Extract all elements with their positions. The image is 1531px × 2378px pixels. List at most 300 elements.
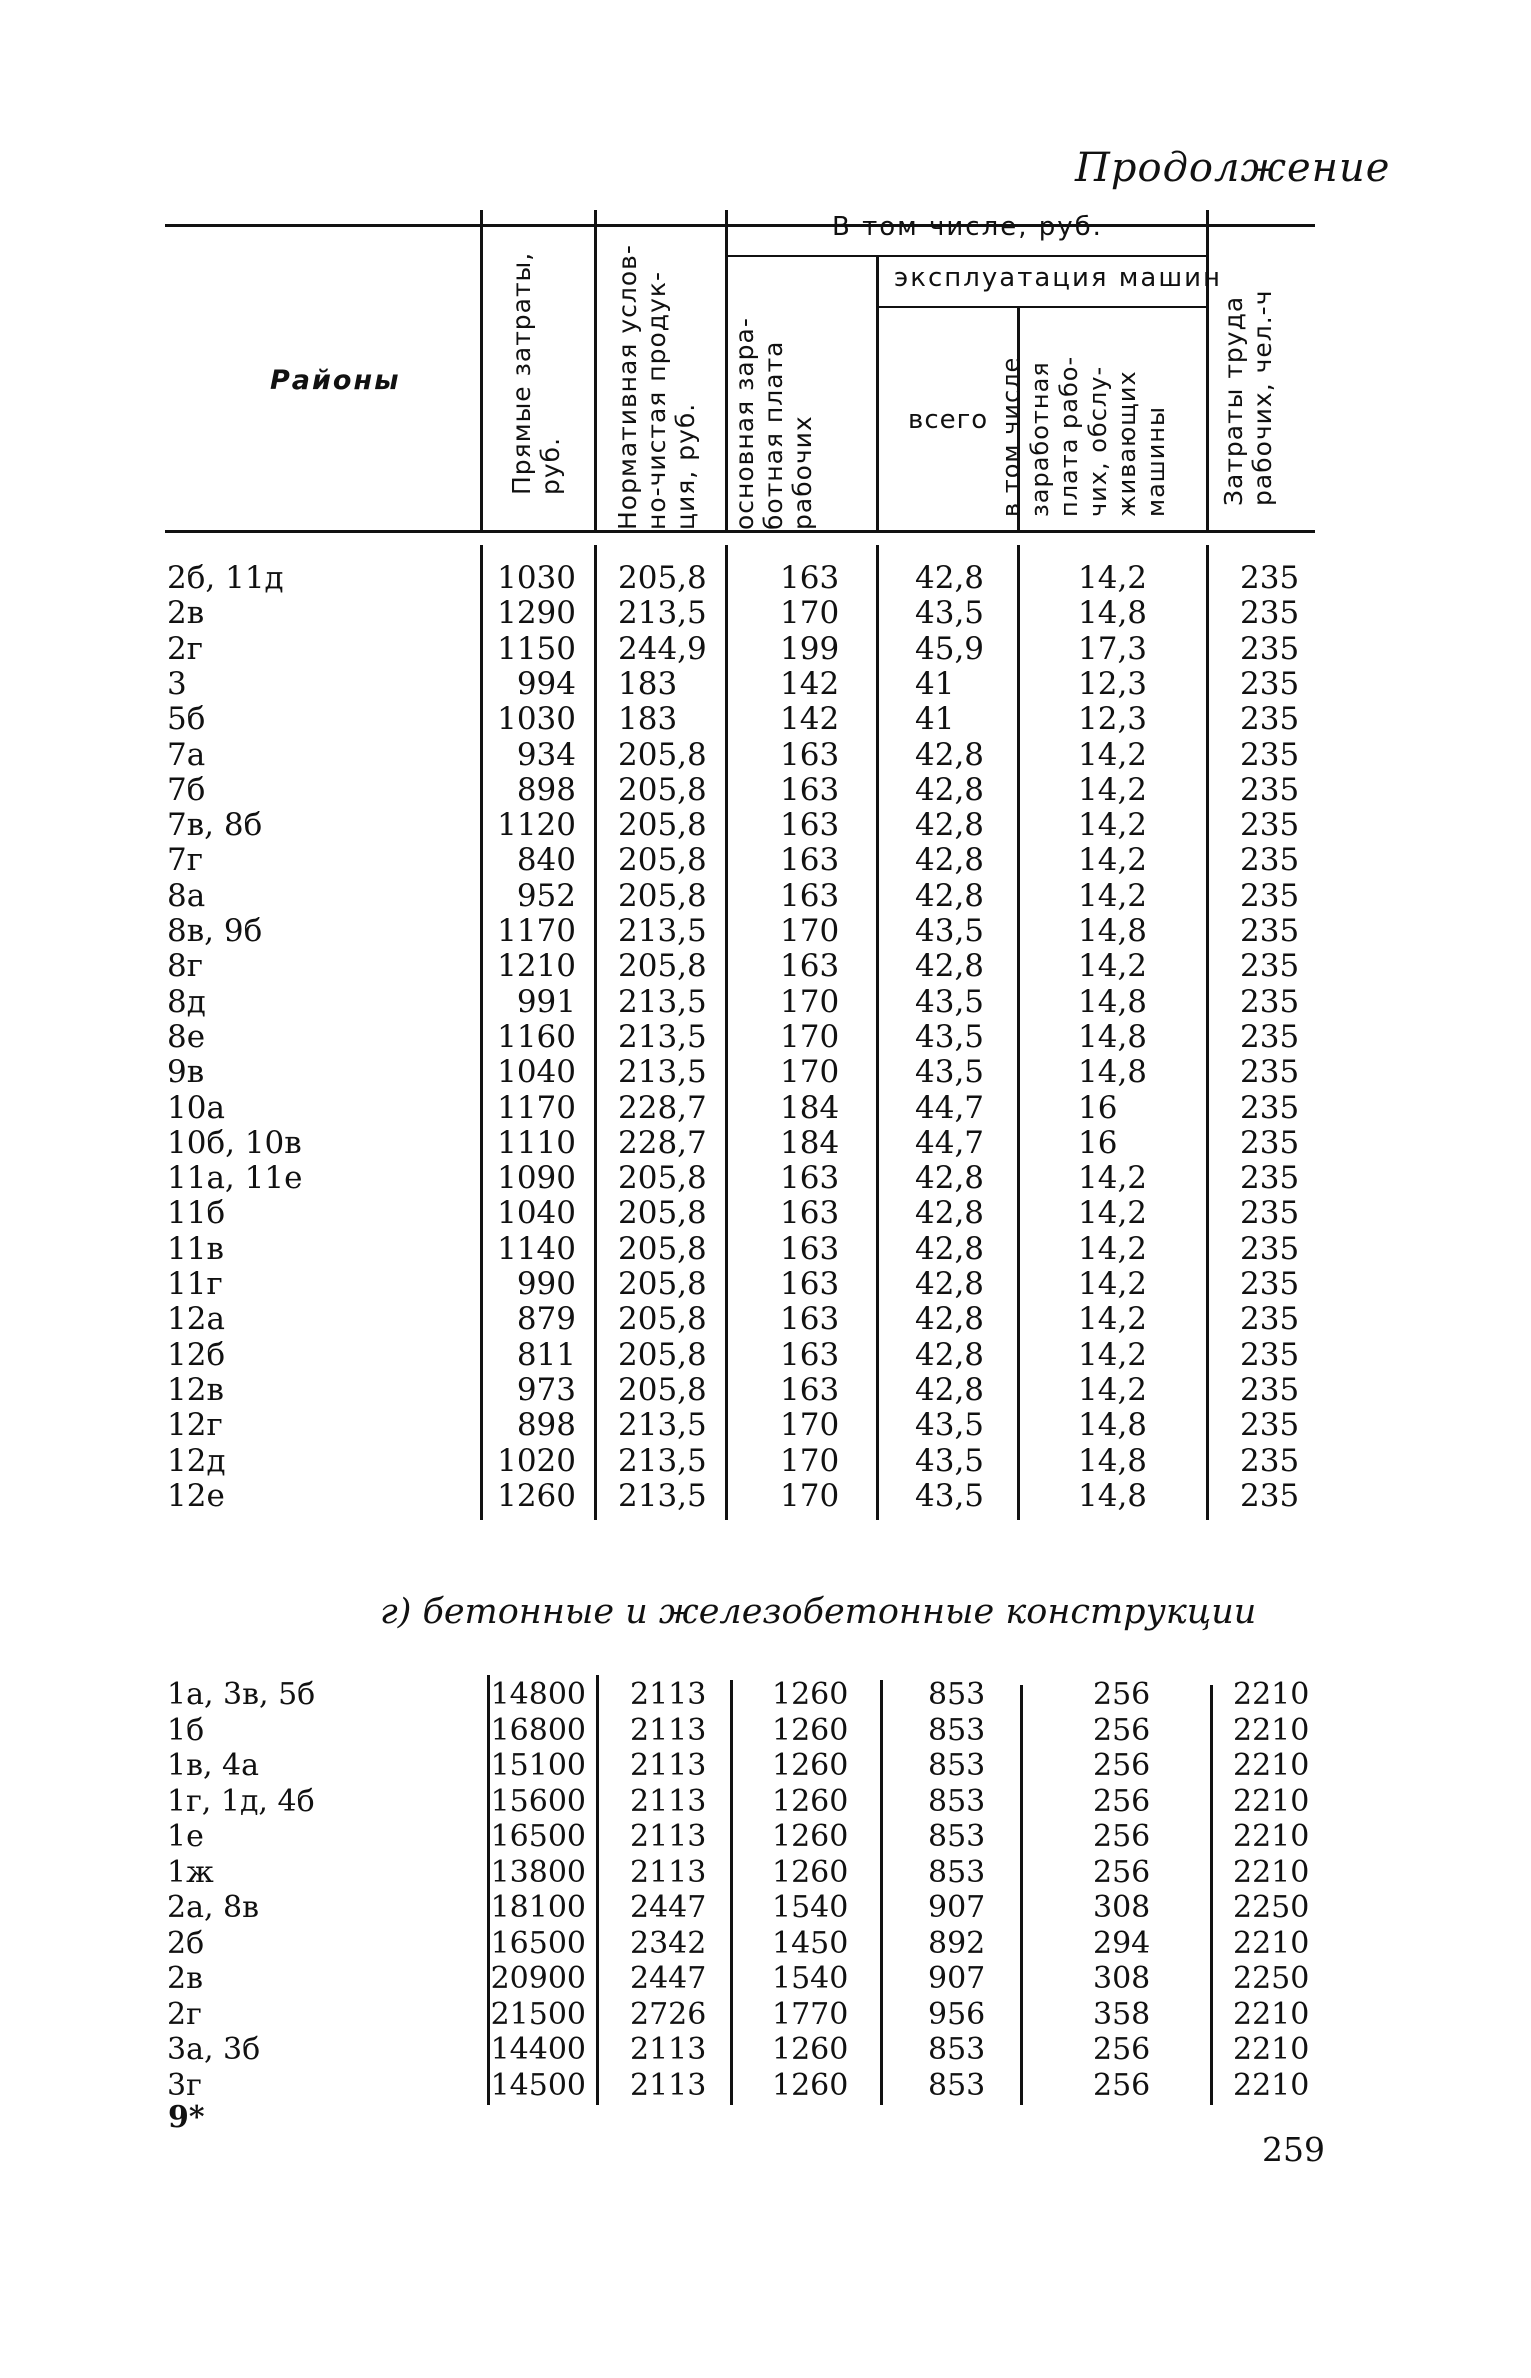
cell-machine-total: 43,5 <box>915 1477 985 1514</box>
cell-wage: 1540 <box>772 1961 849 1996</box>
cell-labor: 2210 <box>1233 2067 1310 2103</box>
cell-norm: 205,8 <box>618 1266 707 1302</box>
header-base-wage: основная зара- ботная плата рабочих <box>730 317 817 530</box>
header-incl-group: В том числе, руб. <box>832 212 1103 242</box>
cell-wage: 170 <box>780 1054 840 1091</box>
table-row <box>0 2032 1531 2067</box>
cell-wage: 170 <box>780 595 840 632</box>
cell-norm: 2113 <box>630 1712 707 1748</box>
cell-direct: 973 <box>516 1371 576 1408</box>
table-row <box>0 702 1531 737</box>
cell-machine-wage: 14,2 <box>1078 771 1148 808</box>
cell-wage: 163 <box>780 948 840 985</box>
header-machine-group: эксплуатация машин <box>894 263 1223 293</box>
cell-direct: 14500 <box>490 2067 586 2103</box>
cell-machine-total: 42,8 <box>915 1266 985 1302</box>
cell-machine-total: 42,8 <box>915 1160 985 1197</box>
cell-direct: 1150 <box>497 630 576 667</box>
cell-district: 12б <box>167 1336 226 1373</box>
cell-direct: 1170 <box>497 1089 576 1126</box>
cell-district: 2г <box>167 630 203 667</box>
cell-norm: 183 <box>618 701 678 738</box>
cell-labor: 2210 <box>1233 1712 1310 1748</box>
cell-district: 12е <box>167 1477 225 1514</box>
cell-district: 7а <box>167 736 206 773</box>
header-top-rule <box>165 224 1315 227</box>
cell-norm: 2113 <box>630 1677 707 1712</box>
cell-machine-wage: 14,2 <box>1078 1195 1148 1232</box>
cell-machine-total: 853 <box>928 2032 986 2067</box>
cell-machine-wage: 256 <box>1093 1819 1151 1854</box>
cell-machine-wage: 14,8 <box>1078 1477 1148 1514</box>
cell-norm: 205,8 <box>618 877 707 914</box>
cell-wage: 184 <box>780 1124 840 1161</box>
cell-machine-wage: 256 <box>1093 1783 1151 1819</box>
cell-wage: 1260 <box>772 1712 849 1748</box>
header-vrule-4 <box>876 255 879 530</box>
cell-norm: 205,8 <box>618 1230 707 1267</box>
cell-labor: 235 <box>1240 842 1300 879</box>
cell-labor: 235 <box>1240 807 1300 844</box>
cell-direct: 991 <box>516 983 576 1020</box>
cell-machine-wage: 14,2 <box>1078 1266 1148 1302</box>
cell-direct: 840 <box>516 842 576 879</box>
page-number: 259 <box>1262 2130 1325 2169</box>
cell-machine-wage: 12,3 <box>1078 701 1148 738</box>
cell-norm: 2113 <box>630 2032 707 2067</box>
cell-district: 2в <box>167 595 205 632</box>
header-machine-wage: в том числе заработная плата рабо- чих, обслу- живающих машины <box>997 355 1170 517</box>
cell-norm: 213,5 <box>618 1407 707 1444</box>
header-rayony: Районы <box>270 365 401 396</box>
cell-labor: 2210 <box>1233 2032 1310 2067</box>
cell-direct: 1110 <box>497 1124 576 1161</box>
cell-machine-wage: 14,2 <box>1078 1371 1148 1408</box>
cell-wage: 163 <box>780 1336 840 1373</box>
table-row <box>0 1302 1531 1337</box>
cell-direct: 13800 <box>490 1854 586 1890</box>
cell-machine-total: 42,8 <box>915 736 985 773</box>
table-row <box>0 667 1531 702</box>
cell-machine-wage: 256 <box>1093 1677 1151 1712</box>
cell-direct: 20900 <box>490 1961 586 1996</box>
cell-norm: 213,5 <box>618 913 707 949</box>
cell-machine-wage: 358 <box>1093 1996 1151 2032</box>
cell-norm: 2726 <box>630 1996 707 2032</box>
cell-machine-wage: 14,2 <box>1078 1230 1148 1267</box>
table-row <box>0 1677 1531 1712</box>
cell-district: 1ж <box>167 1854 214 1890</box>
cell-machine-wage: 14,8 <box>1078 1442 1148 1479</box>
cell-machine-wage: 14,2 <box>1078 1160 1148 1197</box>
cell-direct: 952 <box>516 877 576 914</box>
cell-machine-total: 42,8 <box>915 560 985 596</box>
cell-norm: 213,5 <box>618 1018 707 1055</box>
cell-district: 1б <box>167 1712 205 1748</box>
cell-district: 10б, 10в <box>167 1124 302 1161</box>
cell-wage: 170 <box>780 983 840 1020</box>
table-row <box>0 1196 1531 1231</box>
cell-direct: 879 <box>516 1301 576 1338</box>
header-labor: Затраты труда рабочих, чел.-ч <box>1219 289 1277 506</box>
cell-wage: 1260 <box>772 2032 849 2067</box>
cell-labor: 235 <box>1240 1230 1300 1267</box>
cell-norm: 183 <box>618 665 678 702</box>
cell-labor: 2210 <box>1233 1996 1310 2032</box>
cell-district: 12г <box>167 1407 223 1444</box>
table-row <box>0 1126 1531 1161</box>
cell-labor: 235 <box>1240 948 1300 985</box>
cell-direct: 898 <box>516 771 576 808</box>
cell-wage: 163 <box>780 560 840 596</box>
cell-district: 1г, 1д, 4б <box>167 1783 315 1819</box>
incl-group-rule <box>727 255 1207 257</box>
cell-machine-total: 42,8 <box>915 1230 985 1267</box>
table-row <box>0 808 1531 843</box>
cell-district: 3г <box>167 2067 202 2103</box>
cell-direct: 1210 <box>497 948 576 985</box>
table-row <box>0 1232 1531 1267</box>
cell-machine-wage: 14,8 <box>1078 1018 1148 1055</box>
cell-labor: 235 <box>1240 1407 1300 1444</box>
cell-norm: 205,8 <box>618 1160 707 1197</box>
header-bottom-rule <box>165 530 1315 533</box>
cell-wage: 1540 <box>772 1890 849 1925</box>
table-row <box>0 1161 1531 1196</box>
cell-labor: 2210 <box>1233 1819 1310 1854</box>
cell-district: 1е <box>167 1819 204 1854</box>
cell-labor: 235 <box>1240 877 1300 914</box>
cell-machine-total: 42,8 <box>915 1371 985 1408</box>
cell-machine-total: 42,8 <box>915 842 985 879</box>
cell-wage: 163 <box>780 1371 840 1408</box>
cell-district: 2а, 8в <box>167 1890 260 1925</box>
table-row <box>0 1373 1531 1408</box>
cell-machine-total: 45,9 <box>915 630 985 667</box>
header-vrule-2 <box>594 210 597 530</box>
cell-machine-wage: 256 <box>1093 1854 1151 1890</box>
continued-label: Продолжение <box>1075 145 1391 191</box>
cell-machine-wage: 14,8 <box>1078 983 1148 1020</box>
cell-wage: 1260 <box>772 1677 849 1712</box>
table-row <box>0 1819 1531 1854</box>
cell-norm: 205,8 <box>618 560 707 596</box>
cell-machine-total: 42,8 <box>915 1195 985 1232</box>
table-row <box>0 561 1531 596</box>
cell-machine-total: 956 <box>928 1996 986 2032</box>
cell-labor: 235 <box>1240 1195 1300 1232</box>
cell-district: 7в, 8б <box>167 807 263 844</box>
cell-labor: 2250 <box>1233 1890 1310 1925</box>
cell-machine-wage: 256 <box>1093 2067 1151 2103</box>
cell-machine-total: 907 <box>928 1961 986 1996</box>
cell-labor: 235 <box>1240 595 1300 632</box>
cell-direct: 898 <box>516 1407 576 1444</box>
cell-district: 3а, 3б <box>167 2032 261 2067</box>
cell-labor: 235 <box>1240 1371 1300 1408</box>
cell-labor: 235 <box>1240 1477 1300 1514</box>
cell-wage: 163 <box>780 1160 840 1197</box>
cell-norm: 213,5 <box>618 595 707 632</box>
table-row <box>0 1444 1531 1479</box>
cell-machine-total: 42,8 <box>915 1301 985 1338</box>
cell-wage: 142 <box>780 701 840 738</box>
table-row <box>0 2068 1531 2103</box>
cell-machine-wage: 14,2 <box>1078 807 1148 844</box>
cell-machine-wage: 294 <box>1093 1925 1151 1961</box>
cell-wage: 184 <box>780 1089 840 1126</box>
cell-labor: 235 <box>1240 665 1300 702</box>
cell-wage: 1260 <box>772 1748 849 1783</box>
cell-labor: 235 <box>1240 1336 1300 1373</box>
table-row <box>0 1926 1531 1961</box>
cell-direct: 15600 <box>490 1783 586 1819</box>
cell-machine-wage: 14,8 <box>1078 913 1148 949</box>
cell-machine-wage: 12,3 <box>1078 665 1148 702</box>
cell-district: 11б <box>167 1195 226 1232</box>
cell-direct: 14400 <box>490 2032 586 2067</box>
cell-machine-total: 42,8 <box>915 877 985 914</box>
cell-wage: 163 <box>780 842 840 879</box>
cell-district: 11в <box>167 1230 224 1267</box>
cell-wage: 163 <box>780 771 840 808</box>
cell-district: 8г <box>167 948 203 985</box>
cell-direct: 1260 <box>497 1477 576 1514</box>
cell-machine-total: 42,8 <box>915 1336 985 1373</box>
cell-direct: 1040 <box>497 1195 576 1232</box>
cell-district: 7г <box>167 842 203 879</box>
cell-direct: 16800 <box>490 1712 586 1748</box>
cell-norm: 2113 <box>630 2067 707 2103</box>
cell-district: 8е <box>167 1018 206 1055</box>
table-row <box>0 1961 1531 1996</box>
cell-wage: 163 <box>780 877 840 914</box>
cell-machine-total: 853 <box>928 1748 986 1783</box>
cell-machine-total: 43,5 <box>915 1054 985 1091</box>
table-row <box>0 1748 1531 1783</box>
cell-direct: 16500 <box>490 1819 586 1854</box>
cell-norm: 228,7 <box>618 1124 707 1161</box>
cell-machine-total: 43,5 <box>915 1442 985 1479</box>
cell-direct: 990 <box>516 1266 576 1302</box>
cell-wage: 1450 <box>772 1925 849 1961</box>
cell-machine-wage: 14,8 <box>1078 1054 1148 1091</box>
table-row <box>0 1855 1531 1890</box>
cell-wage: 163 <box>780 1230 840 1267</box>
cell-norm: 2113 <box>630 1748 707 1783</box>
cell-direct: 811 <box>516 1336 576 1373</box>
cell-direct: 1090 <box>497 1160 576 1197</box>
table-row <box>0 1408 1531 1443</box>
cell-direct: 1160 <box>497 1018 576 1055</box>
cell-wage: 170 <box>780 913 840 949</box>
cell-norm: 213,5 <box>618 983 707 1020</box>
cell-labor: 235 <box>1240 913 1300 949</box>
cell-district: 2б, 11д <box>167 560 284 596</box>
cell-wage: 163 <box>780 736 840 773</box>
cell-machine-wage: 14,2 <box>1078 736 1148 773</box>
cell-district: 2б <box>167 1925 205 1961</box>
table-row <box>0 632 1531 667</box>
cell-direct: 1040 <box>497 1054 576 1091</box>
cell-labor: 235 <box>1240 1089 1300 1126</box>
cell-machine-wage: 14,2 <box>1078 877 1148 914</box>
cell-norm: 228,7 <box>618 1089 707 1126</box>
table-row <box>0 1055 1531 1090</box>
table-row <box>0 596 1531 631</box>
machine-group-rule <box>878 306 1208 308</box>
cell-wage: 163 <box>780 1195 840 1232</box>
cell-wage: 170 <box>780 1477 840 1514</box>
table-row <box>0 1784 1531 1819</box>
cell-norm: 205,8 <box>618 842 707 879</box>
table-row <box>0 1997 1531 2032</box>
table-row <box>0 1890 1531 1925</box>
cell-machine-wage: 14,8 <box>1078 595 1148 632</box>
cell-district: 2в <box>167 1961 203 1996</box>
cell-labor: 235 <box>1240 1124 1300 1161</box>
cell-norm: 205,8 <box>618 948 707 985</box>
cell-norm: 2113 <box>630 1854 707 1890</box>
cell-machine-total: 42,8 <box>915 948 985 985</box>
cell-norm: 2447 <box>630 1961 707 1996</box>
table-row <box>0 879 1531 914</box>
table-row <box>0 1020 1531 1055</box>
cell-norm: 2447 <box>630 1890 707 1925</box>
cell-wage: 1770 <box>772 1996 849 2032</box>
table-row <box>0 985 1531 1020</box>
cell-labor: 235 <box>1240 1301 1300 1338</box>
cell-machine-total: 907 <box>928 1890 986 1925</box>
cell-direct: 1140 <box>497 1230 576 1267</box>
cell-norm: 205,8 <box>618 771 707 808</box>
cell-labor: 2210 <box>1233 1854 1310 1890</box>
cell-direct: 994 <box>516 665 576 702</box>
cell-direct: 14800 <box>490 1677 586 1712</box>
table-row <box>0 1479 1531 1514</box>
cell-machine-total: 853 <box>928 1854 986 1890</box>
cell-machine-total: 892 <box>928 1925 986 1961</box>
cell-labor: 235 <box>1240 983 1300 1020</box>
cell-wage: 163 <box>780 807 840 844</box>
cell-labor: 2210 <box>1233 1925 1310 1961</box>
cell-machine-total: 43,5 <box>915 1018 985 1055</box>
cell-machine-total: 43,5 <box>915 913 985 949</box>
cell-norm: 205,8 <box>618 807 707 844</box>
cell-labor: 235 <box>1240 1054 1300 1091</box>
cell-wage: 163 <box>780 1266 840 1302</box>
cell-norm: 205,8 <box>618 1371 707 1408</box>
cell-machine-wage: 14,8 <box>1078 1407 1148 1444</box>
cell-machine-total: 853 <box>928 2067 986 2103</box>
cell-norm: 213,5 <box>618 1054 707 1091</box>
table-row <box>0 843 1531 878</box>
cell-machine-wage: 17,3 <box>1078 630 1148 667</box>
cell-norm: 205,8 <box>618 736 707 773</box>
cell-machine-wage: 14,2 <box>1078 948 1148 985</box>
cell-wage: 1260 <box>772 2067 849 2103</box>
cell-machine-wage: 14,2 <box>1078 560 1148 596</box>
cell-machine-total: 44,7 <box>915 1089 985 1126</box>
cell-direct: 1030 <box>497 560 576 596</box>
cell-machine-wage: 256 <box>1093 2032 1151 2067</box>
cell-wage: 170 <box>780 1407 840 1444</box>
cell-district: 12а <box>167 1301 225 1338</box>
cell-wage: 1260 <box>772 1819 849 1854</box>
cell-machine-wage: 308 <box>1093 1961 1151 1996</box>
table-row <box>0 773 1531 808</box>
table-row <box>0 1713 1531 1748</box>
cell-wage: 163 <box>780 1301 840 1338</box>
table-row <box>0 1338 1531 1373</box>
cell-norm: 205,8 <box>618 1301 707 1338</box>
cell-direct: 1020 <box>497 1442 576 1479</box>
cell-direct: 1120 <box>497 807 576 844</box>
cell-machine-wage: 308 <box>1093 1890 1151 1925</box>
cell-norm: 2342 <box>630 1925 707 1961</box>
cell-labor: 2210 <box>1233 1677 1310 1712</box>
cell-direct: 1290 <box>497 595 576 632</box>
cell-norm: 213,5 <box>618 1477 707 1514</box>
cell-machine-total: 43,5 <box>915 983 985 1020</box>
cell-machine-wage: 14,2 <box>1078 842 1148 879</box>
cell-norm: 205,8 <box>618 1336 707 1373</box>
cell-machine-wage: 256 <box>1093 1748 1151 1783</box>
cell-direct: 934 <box>516 736 576 773</box>
section2-title: г) бетонные и железобетонные конструкции <box>380 1592 1257 1632</box>
cell-district: 10а <box>167 1089 225 1126</box>
cell-district: 8а <box>167 877 206 914</box>
table-row <box>0 1091 1531 1126</box>
cell-district: 7б <box>167 771 206 808</box>
cell-norm: 244,9 <box>618 630 707 667</box>
cell-norm: 213,5 <box>618 1442 707 1479</box>
cell-labor: 235 <box>1240 1160 1300 1197</box>
cell-district: 9в <box>167 1054 205 1091</box>
cell-machine-total: 44,7 <box>915 1124 985 1161</box>
cell-district: 12д <box>167 1442 226 1479</box>
cell-machine-total: 43,5 <box>915 595 985 632</box>
cell-direct: 16500 <box>490 1925 586 1961</box>
cell-district: 1в, 4а <box>167 1748 260 1783</box>
cell-machine-total: 853 <box>928 1819 986 1854</box>
cell-norm: 2113 <box>630 1819 707 1854</box>
cell-direct: 15100 <box>490 1748 586 1783</box>
table-row <box>0 914 1531 949</box>
cell-district: 2г <box>167 1996 202 2032</box>
cell-labor: 235 <box>1240 701 1300 738</box>
cell-district: 8д <box>167 983 206 1020</box>
cell-direct: 1030 <box>497 701 576 738</box>
cell-wage: 1260 <box>772 1783 849 1819</box>
cell-district: 11а, 11е <box>167 1160 303 1197</box>
cell-wage: 199 <box>780 630 840 667</box>
cell-labor: 235 <box>1240 1266 1300 1302</box>
cell-district: 11г <box>167 1266 223 1302</box>
cell-wage: 1260 <box>772 1854 849 1890</box>
cell-labor: 235 <box>1240 630 1300 667</box>
cell-labor: 235 <box>1240 1442 1300 1479</box>
table-row <box>0 949 1531 984</box>
cell-district: 8в, 9б <box>167 913 263 949</box>
header-vrule-1 <box>480 210 483 530</box>
cell-machine-wage: 16 <box>1078 1089 1118 1126</box>
cell-labor: 2210 <box>1233 1748 1310 1783</box>
cell-machine-wage: 256 <box>1093 1712 1151 1748</box>
cell-machine-total: 41 <box>915 701 955 738</box>
cell-labor: 2210 <box>1233 1783 1310 1819</box>
cell-labor: 235 <box>1240 771 1300 808</box>
